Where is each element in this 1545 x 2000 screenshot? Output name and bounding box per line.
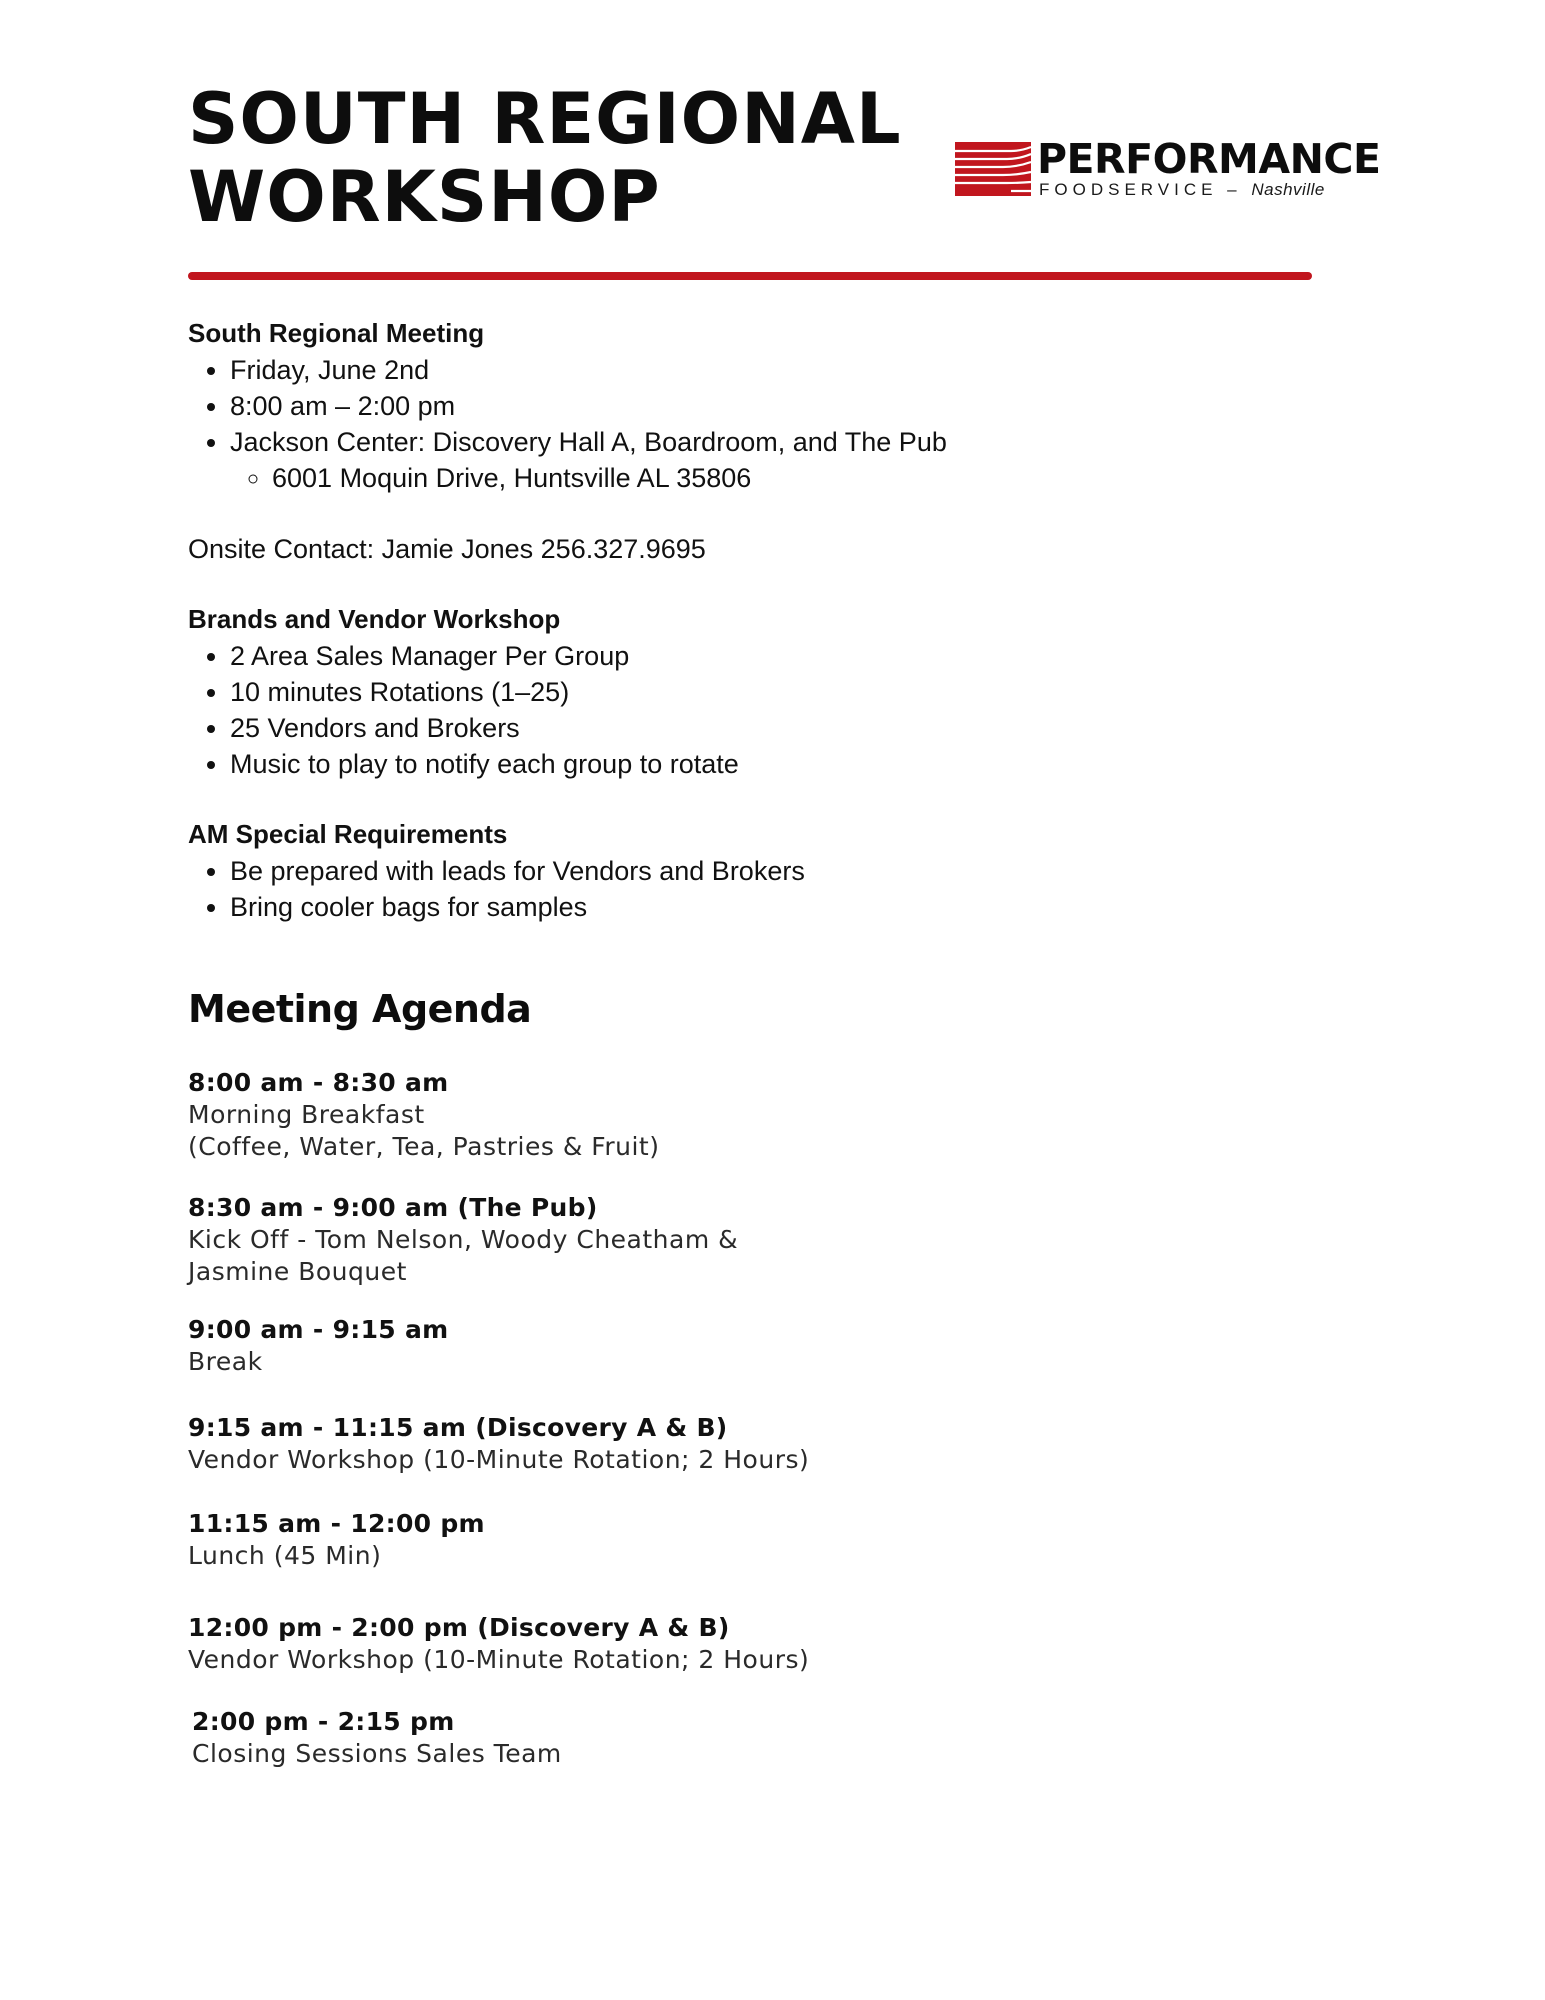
slot-desc-line: Closing Sessions Sales Team [192,1739,562,1768]
meeting-section [188,316,947,496]
slot-time: 9:00 am - 9:15 am [188,1315,449,1344]
slot-time: 12:00 pm - 2:00 pm (Discovery A & B) [188,1613,730,1642]
slot-time: 8:30 am - 9:00 am (The Pub) [188,1193,598,1222]
slot-description [192,1738,562,1770]
slot-time: 8:00 am - 8:30 am [188,1068,449,1097]
list-item: • Be prepared with leads for Vendors and Brokers [230,853,805,889]
slot-desc-line: Break [188,1347,263,1376]
am-requirements-section [188,817,805,925]
title-line-1: SOUTH REGIONAL [188,78,902,160]
slot-desc-line: Kick Off - Tom Nelson, Woody Cheatham & [188,1225,739,1254]
slot-description [188,1099,659,1163]
slot-description [188,1444,809,1476]
logo-stripes-icon [955,142,1031,196]
address-item: ◦ 6001 Moquin Drive, Huntsville AL 35806 [272,460,947,496]
address-list [230,460,947,496]
vendor-workshop-heading: Brands and Vendor Workshop [188,604,561,634]
slot-time: 9:15 am - 11:15 am (Discovery A & B) [188,1413,728,1442]
slot-desc-line: Vendor Workshop (10-Minute Rotation; 2 Hours) [188,1445,810,1474]
meeting-heading: South Regional Meeting [188,318,485,348]
red-divider [188,272,1312,280]
am-requirements-heading: AM Special Requirements [188,819,508,849]
slot-desc-line: Morning Breakfast [188,1100,425,1129]
agenda-slot [192,1706,562,1770]
logo-city: Nashville [1251,180,1325,199]
agenda-slot [188,1192,738,1288]
slot-time: 11:15 am - 12:00 pm [188,1509,485,1538]
vendor-workshop-list [188,638,739,782]
logo-subtitle [1039,180,1325,200]
slot-desc-line: (Coffee, Water, Tea, Pastries & Fruit) [188,1132,660,1161]
title-line-2: WORKSHOP [188,156,661,238]
page-title [188,80,902,236]
list-item: • 10 minutes Rotations (1–25) [230,674,739,710]
agenda-slot [188,1612,809,1676]
meeting-list [188,352,947,496]
agenda-title: Meeting Agenda [188,987,532,1031]
list-item: • 8:00 am – 2:00 pm [230,388,947,424]
list-item: • Friday, June 2nd [230,352,947,388]
list-item: • 25 Vendors and Brokers [230,710,739,746]
slot-desc-line: Jasmine Bouquet [188,1257,407,1286]
logo-wordmark: PERFORMANCE [1037,135,1381,183]
slot-time: 2:00 pm - 2:15 pm [192,1707,455,1736]
list-item: • Music to play to notify each group to rotate [230,746,739,782]
agenda-slot [188,1508,485,1572]
slot-description [188,1644,809,1676]
agenda-slot [188,1412,809,1476]
slot-desc-line: Vendor Workshop (10-Minute Rotation; 2 Hours) [188,1645,810,1674]
performance-foodservice-logo [955,136,1380,200]
slot-description [188,1540,485,1572]
logo-sub-text: FOODSERVICE – [1039,180,1242,199]
vendor-workshop-section [188,602,739,782]
list-item [230,424,947,496]
venue-text: Jackson Center: Discovery Hall A, Boardroom, and The Pub [230,427,947,457]
agenda-slot [188,1314,449,1378]
am-requirements-list [188,853,805,925]
contact-section [188,531,706,567]
list-item: • Bring cooler bags for samples [230,889,805,925]
list-item: • 2 Area Sales Manager Per Group [230,638,739,674]
agenda-slot [188,1067,659,1163]
onsite-contact: Onsite Contact: Jamie Jones 256.327.9695 [188,534,706,564]
slot-desc-line: Lunch (45 Min) [188,1541,382,1570]
slot-description [188,1224,738,1288]
slot-description [188,1346,449,1378]
